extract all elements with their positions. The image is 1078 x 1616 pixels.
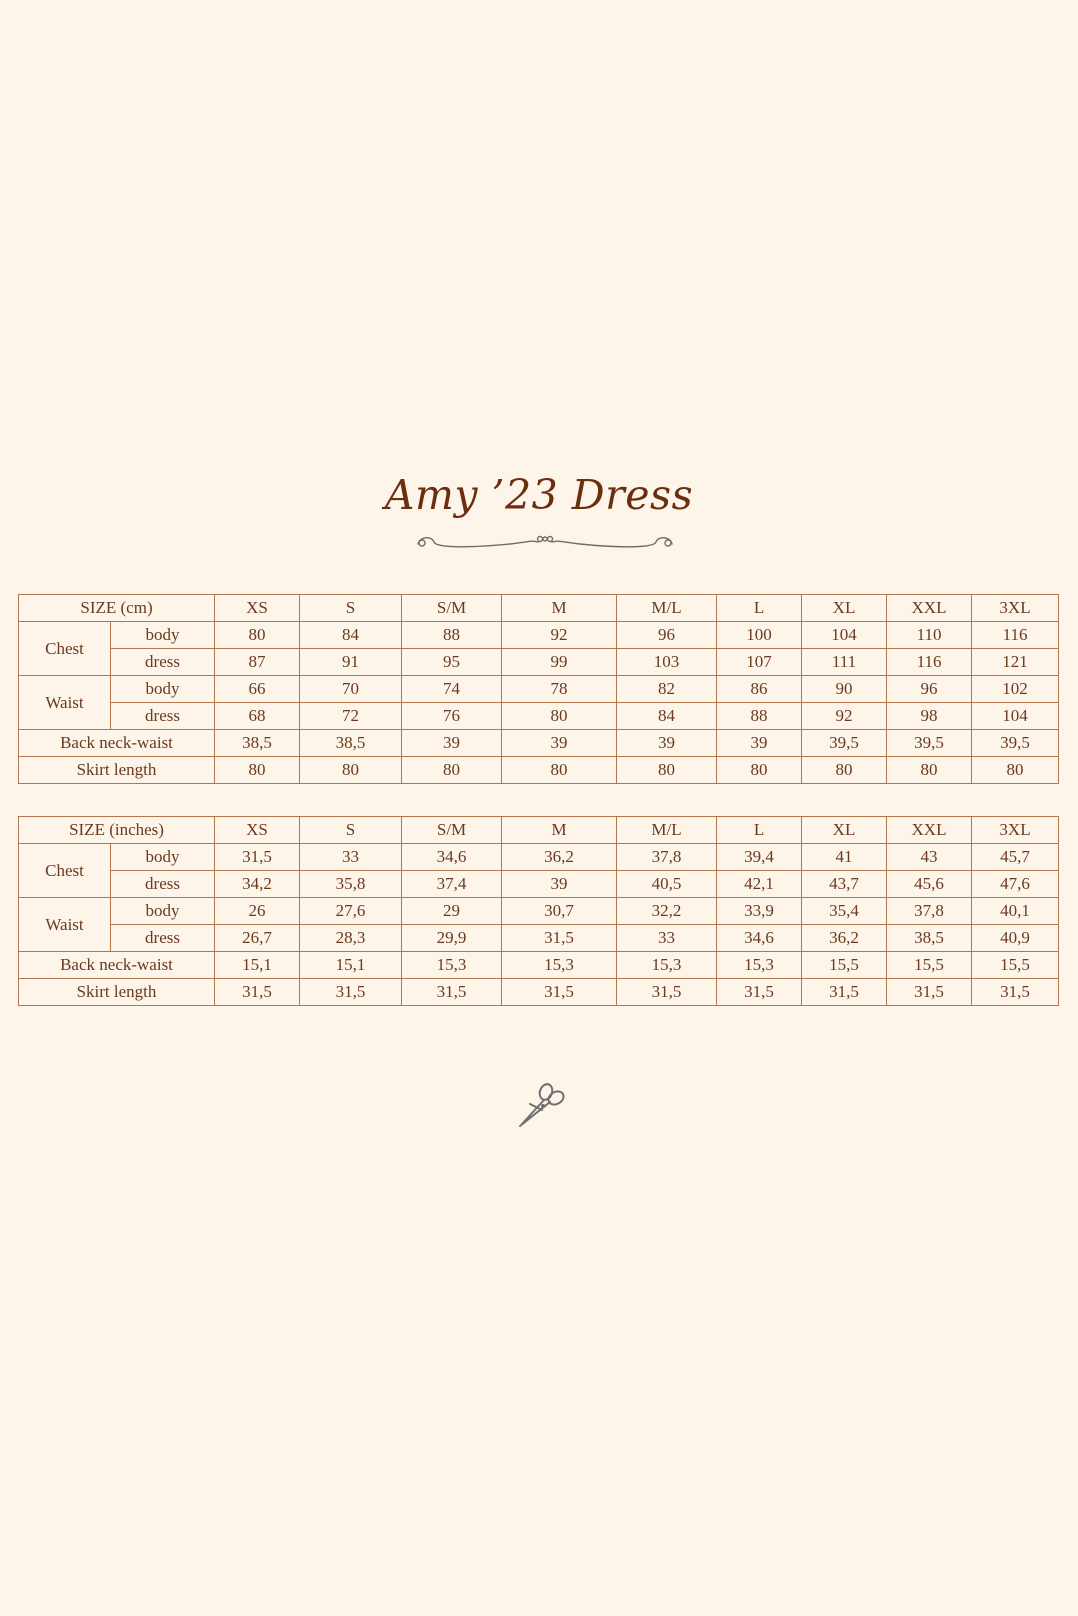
table-cell: 15,3 [617,952,717,979]
table-cell: 74 [402,676,502,703]
table-cell: 95 [402,649,502,676]
body-label: body [111,844,215,871]
table-cell: 116 [972,622,1059,649]
size-label: M [502,595,617,622]
table-cell: 36,2 [802,925,887,952]
table-row [19,898,1059,925]
table-cell: 38,5 [300,730,402,757]
table-cell: 103 [617,649,717,676]
table-cell: 31,5 [617,979,717,1006]
size-label: S [300,595,402,622]
table-cell: 72 [300,703,402,730]
table-cell: 34,6 [717,925,802,952]
table-cell: 80 [502,703,617,730]
table-row [19,649,1059,676]
table-cell: 39,5 [802,730,887,757]
table-cell: 38,5 [215,730,300,757]
table-cell: 38,5 [887,925,972,952]
table-cell: 31,5 [502,925,617,952]
flourish-divider-icon [410,530,680,556]
table-cell: 40,9 [972,925,1059,952]
table-cell: 88 [717,703,802,730]
waist-label: Waist [19,898,111,952]
table-cell: 98 [887,703,972,730]
table-cell: 15,1 [215,952,300,979]
table-cell: 39,4 [717,844,802,871]
body-label: body [111,898,215,925]
table-row [19,844,1059,871]
table-cell: 111 [802,649,887,676]
table-cell: 80 [617,757,717,784]
table-cell: 84 [617,703,717,730]
table-cell: 33,9 [717,898,802,925]
table-cell: 27,6 [300,898,402,925]
table-cell: 47,6 [972,871,1059,898]
table-cell: 42,1 [717,871,802,898]
table-cell: 26 [215,898,300,925]
size-label: XXL [887,595,972,622]
table-cell: 26,7 [215,925,300,952]
table-cell: 31,5 [215,844,300,871]
table-cell: 31,5 [972,979,1059,1006]
dress-label: dress [111,649,215,676]
table-cell: 30,7 [502,898,617,925]
table-cell: 37,8 [887,898,972,925]
table-cell: 37,4 [402,871,502,898]
table-cell: 15,1 [300,952,402,979]
table-cell: 35,8 [300,871,402,898]
size-label: S [300,817,402,844]
table-cell: 15,5 [802,952,887,979]
table-cell: 15,3 [402,952,502,979]
chest-label: Chest [19,622,111,676]
table-cell: 92 [802,703,887,730]
table-row [19,757,1059,784]
table-cell: 36,2 [502,844,617,871]
table-cell: 88 [402,622,502,649]
table-cell: 80 [887,757,972,784]
table-cell: 39 [402,730,502,757]
size-label: L [717,817,802,844]
table-cell: 80 [402,757,502,784]
table-cell: 34,6 [402,844,502,871]
table-cell: 87 [215,649,300,676]
table-row [19,925,1059,952]
table-cell: 80 [717,757,802,784]
table-cell: 80 [802,757,887,784]
size-header: SIZE (cm) [19,595,215,622]
table-cell: 34,2 [215,871,300,898]
table-cell: 96 [887,676,972,703]
table-cell: 80 [300,757,402,784]
skirt-length-label: Skirt length [19,979,215,1006]
table-cell: 40,1 [972,898,1059,925]
table-cell: 33 [617,925,717,952]
size-label: XL [802,595,887,622]
table-cell: 104 [972,703,1059,730]
table-cell: 31,5 [802,979,887,1006]
size-header: SIZE (inches) [19,817,215,844]
dress-label: dress [111,925,215,952]
table-cell: 31,5 [215,979,300,1006]
table-cell: 91 [300,649,402,676]
table-cell: 121 [972,649,1059,676]
table-cell: 28,3 [300,925,402,952]
table-cell: 43,7 [802,871,887,898]
back-neck-waist-label: Back neck-waist [19,952,215,979]
chest-label: Chest [19,844,111,898]
size-label: 3XL [972,595,1059,622]
table-cell: 66 [215,676,300,703]
table-cell: 35,4 [802,898,887,925]
table-cell: 80 [215,757,300,784]
table-cell: 80 [502,757,617,784]
table-cell: 39 [717,730,802,757]
table-cell: 80 [215,622,300,649]
page-title: Amy ’23 Dress [384,471,694,519]
table-cell: 45,6 [887,871,972,898]
skirt-length-label: Skirt length [19,757,215,784]
table-cell: 99 [502,649,617,676]
body-label: body [111,622,215,649]
table-cell: 31,5 [502,979,617,1006]
waist-label: Waist [19,676,111,730]
table-cell: 90 [802,676,887,703]
table-cell: 80 [972,757,1059,784]
table-cell: 86 [717,676,802,703]
table-cell: 107 [717,649,802,676]
table-cell: 70 [300,676,402,703]
table-cell: 100 [717,622,802,649]
table-cell: 39 [502,730,617,757]
table-cell: 102 [972,676,1059,703]
table-cell: 40,5 [617,871,717,898]
size-label: L [717,595,802,622]
table-row [19,676,1059,703]
table-cell: 37,8 [617,844,717,871]
size-label: S/M [402,595,502,622]
table-cell: 15,5 [972,952,1059,979]
table-cell: 68 [215,703,300,730]
table-cell: 104 [802,622,887,649]
table-row [19,622,1059,649]
table-cell: 76 [402,703,502,730]
table-row [19,871,1059,898]
body-label: body [111,676,215,703]
dress-label: dress [111,703,215,730]
table-cell: 39,5 [887,730,972,757]
table-cell: 31,5 [300,979,402,1006]
back-neck-waist-label: Back neck-waist [19,730,215,757]
table-cell: 96 [617,622,717,649]
table-cell: 29,9 [402,925,502,952]
table-cell: 45,7 [972,844,1059,871]
size-label: XL [802,817,887,844]
size-label: M/L [617,817,717,844]
table-cell: 15,3 [717,952,802,979]
table-cell: 15,5 [887,952,972,979]
size-label: XS [215,817,300,844]
table-cell: 84 [300,622,402,649]
table-row [19,703,1059,730]
table-cell: 43 [887,844,972,871]
table-cell: 92 [502,622,617,649]
scissors-icon [516,1080,566,1130]
table-cell: 39,5 [972,730,1059,757]
table-cell: 78 [502,676,617,703]
table-header-row [19,817,1059,844]
table-cell: 31,5 [887,979,972,1006]
size-label: M/L [617,595,717,622]
size-table-inches [18,816,1059,1006]
dress-label: dress [111,871,215,898]
table-cell: 29 [402,898,502,925]
size-label: M [502,817,617,844]
table-cell: 116 [887,649,972,676]
size-label: XS [215,595,300,622]
table-header-row [19,595,1059,622]
table-cell: 33 [300,844,402,871]
size-label: 3XL [972,817,1059,844]
table-cell: 39 [502,871,617,898]
table-row [19,952,1059,979]
size-label: S/M [402,817,502,844]
table-cell: 31,5 [402,979,502,1006]
size-label: XXL [887,817,972,844]
table-cell: 39 [617,730,717,757]
table-cell: 82 [617,676,717,703]
table-cell: 110 [887,622,972,649]
table-cell: 41 [802,844,887,871]
table-row [19,730,1059,757]
table-cell: 15,3 [502,952,617,979]
table-cell: 31,5 [717,979,802,1006]
table-row [19,979,1059,1006]
size-table-cm [18,594,1059,784]
table-cell: 32,2 [617,898,717,925]
